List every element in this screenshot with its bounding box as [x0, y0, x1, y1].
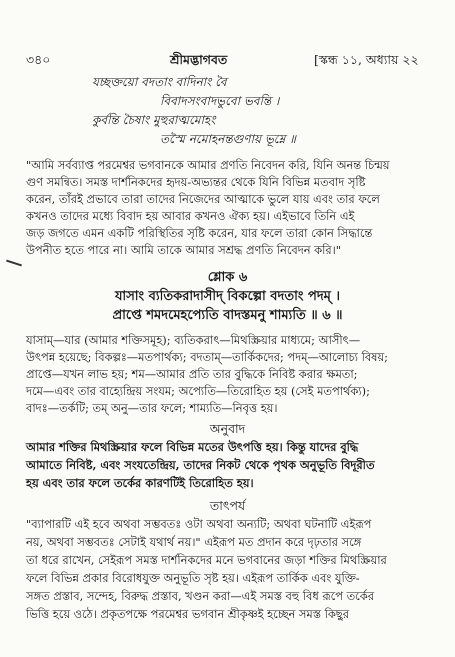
purport-line: তা ধরে রাখেন, সেইরূপ সমস্ত দার্শনিকদের মনে ভগবানের জড়া শক্তির মিথস্ক্রিয়ার: [26, 553, 387, 567]
page-number: ৩৪০: [26, 52, 51, 67]
purport-line: গুণ সমন্বিত। সমস্ত দার্শনিকদের হৃদয়-অভ্যন্তর থেকে যিনি বিভিন্ন মতবাদ সৃষ্টি: [26, 175, 366, 189]
verse-heading: শ্লোক ৬: [207, 270, 248, 285]
synonyms-line: উৎপন্ন হয়েছে; বিকল্পঃ—মতপার্থক্য; বদতাম্—তার্কিকদের; পদম্—আলোচ্য বিষয়;: [26, 350, 389, 364]
synonyms-line: যাসাম্—যার (আমার শক্তিসমূহ); ব্যতিকরাৎ—মিথস্ক্রিয়ার মাধ্যমে; আসীৎ—: [26, 333, 361, 347]
purport-line: নয়, অথবা সম্ভবতঃ সেটাই যথার্থ নয়।" এইরূপ মত প্রদান করে দৃঢ়তার সঙ্গে: [26, 535, 362, 549]
running-title: শ্রীমদ্ভাগবত: [170, 52, 228, 67]
purport-heading: তাৎপর্য: [209, 498, 246, 513]
purport-line: করেন, তাঁরই প্রভাবে তারা তাদের নিজেদের আত্মাকে ভুলে যায় এবং তার ফলে: [26, 192, 380, 206]
section-reference: [স্কন্ধ ১১, অধ্যায় ২২: [314, 52, 419, 67]
sanskrit-line: বিবাদসংবাদভুবো ভবন্তি ।: [160, 94, 280, 108]
purport-line: উপনীত হতে পারে না। আমি তাকে আমার সশ্রদ্ধ প্রণতি নিবেদন করি।": [26, 243, 341, 257]
synonyms-line: বাদঃ—তর্কটি; তম্ অনু—তার ফলে; শাম্যতি—নিবৃত্ত হয়।: [26, 401, 278, 415]
purport-line: কখনও তাদের মধ্যে বিবাদ হয় আবার কখনও ঐক্য হয়। এইভাবে তিনি এই: [26, 209, 355, 223]
purport-line: ফলে বিভিন্ন প্রকার বিরোধযুক্ত অনুভূতি সৃষ্ট হয়। এইরূপ তার্কিক এবং যুক্তি-: [26, 571, 360, 585]
verse-line: যাসাং ব্যতিকরাদাসীদ্ বিকল্পো বদতাং পদম্ ।: [114, 289, 341, 304]
synonyms-line: প্রাপ্তে—যখন লাভ হয়; শম—আমার প্রতি তার বুদ্ধিকে নিবিষ্ট করার ক্ষমতা;: [26, 367, 358, 381]
translation-line: আমাতে নিবিষ্ট, এবং সংযতেন্দ্রিয়, তাদের নিকট থেকে পৃথক অনুভূতি বিদূরীত: [26, 458, 375, 472]
translation-line: হয় এবং তার ফলে তর্কের কারণটিই তিরোহিত হয়।: [26, 476, 254, 490]
synonyms-line: দমে—এবং তার বাহ্যেন্দ্রিয় সংযম; অপ্যেতি—তিরোহিত হয় (সেই মতপার্থক্য);: [26, 384, 370, 398]
margin-mark: [6, 260, 22, 267]
translation-line: আমার শক্তির মিথস্ক্রিয়ার ফলে বিভিন্ন মতের উৎপত্তি হয়। কিন্তু যাদের বুদ্ধি: [26, 440, 359, 454]
purport-line: ভিত্তি হয়ে ওঠে। প্রকৃতপক্ষে পরমেশ্বর ভগবান শ্রীকৃষ্ণই হচ্ছেন সমস্ত কিছুর: [26, 607, 349, 621]
purport-line: "আমি সর্বব্যাপ্ত পরমেশ্বর ভগবানকে আমার প্রণতি নিবেদন করি, যিনি অনন্ত চিন্ময়: [26, 158, 390, 172]
sanskrit-line: কুর্বন্তি চৈষাং মুহুরাত্মমোহং: [92, 113, 216, 127]
sanskrit-line: তস্মৈ নমোহনন্তগুণায় ভূম্নে ॥: [160, 132, 296, 146]
purport-line: সঙ্গত প্রস্তাব, সন্দেহ, বিরুদ্ধ প্রস্তাব, খণ্ডন করা—এই সমস্ত বহু বিধ রূপে তর্কের: [26, 589, 374, 603]
purport-line: "ব্যাপারটি এই হবে অথবা সম্ভবতঃ ওটা অথবা অন্যটি; অথবা ঘটনাটি এইরূপ: [26, 517, 372, 531]
verse-line: প্রাপ্তে শমদমেহপ্যেতি বাদস্তমনু শাম্যতি ॥ ৬ ॥: [112, 308, 343, 323]
sanskrit-line: যচ্ছক্তয়ো বদতাং বাদিনাং বৈ: [92, 75, 227, 89]
translation-heading: অনুবাদ: [209, 421, 246, 436]
purport-line: জড় জগতে এমন একটি পরিস্থিতির সৃষ্টি করেন, যার ফলে তারা কোন সিদ্ধান্তে: [26, 226, 373, 240]
